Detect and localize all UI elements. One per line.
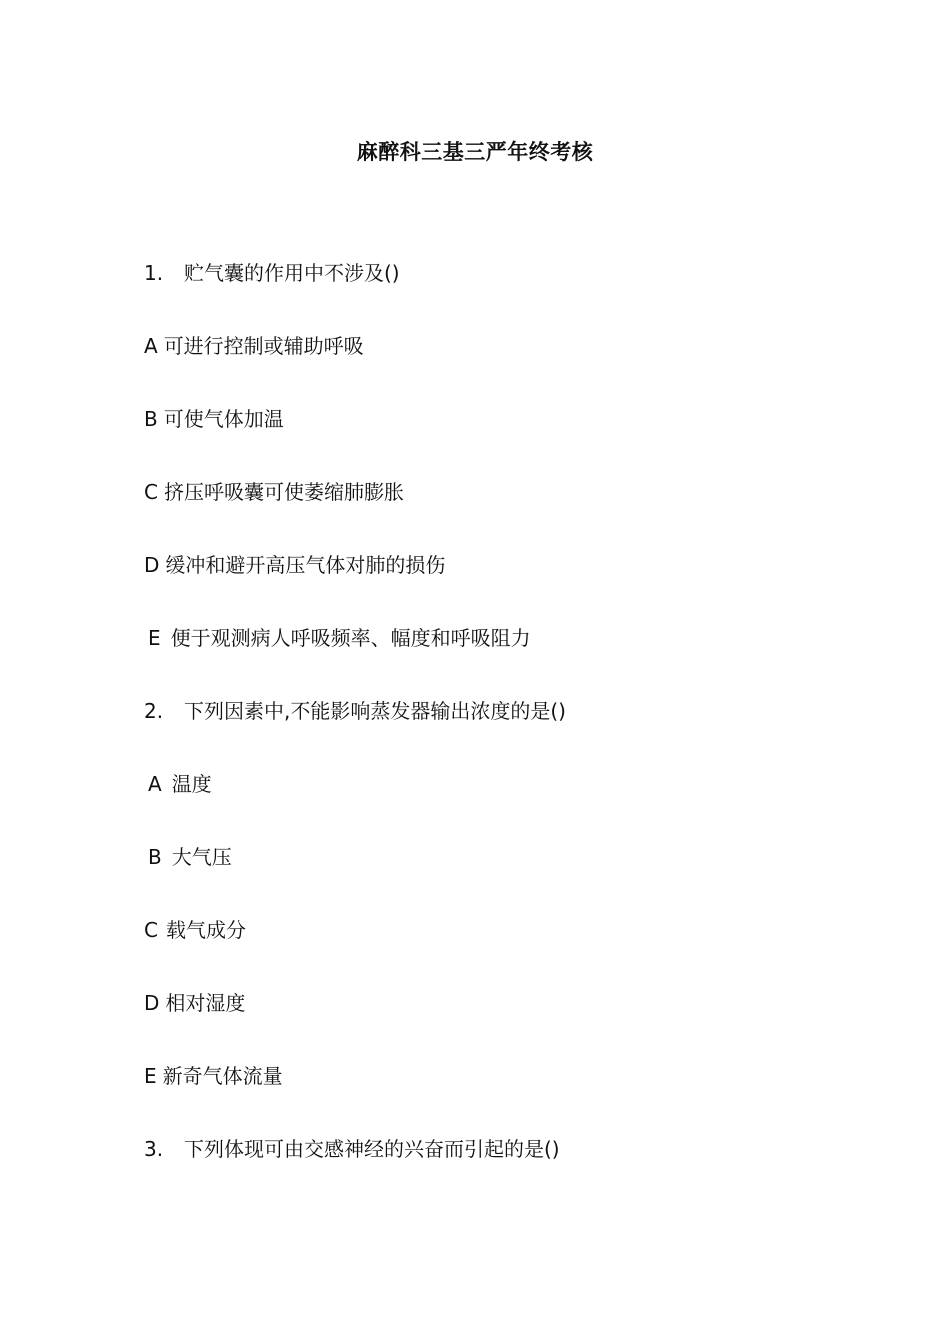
option-text: 大气压 [171, 845, 232, 869]
question-1-option-c [144, 478, 404, 506]
question-2-option-c [144, 916, 246, 944]
question-1-option-e [148, 624, 531, 652]
question-text: 下列体现可由交感神经的兴奋而引起的是() [184, 1137, 560, 1161]
option-text: 载气成分 [165, 918, 246, 942]
option-letter: B [148, 845, 162, 869]
option-text: 挤压呼吸囊可使萎缩肺膨胀 [163, 480, 404, 504]
option-text: 缓冲和避开高压气体对肺的损伤 [165, 553, 446, 577]
question-3 [144, 1135, 560, 1163]
option-text: 新奇气体流量 [162, 1064, 283, 1088]
option-text: 可使气体加温 [163, 407, 284, 431]
option-letter: A [148, 772, 162, 796]
option-letter: D [144, 991, 160, 1015]
question-1 [144, 259, 400, 287]
option-text: 温度 [171, 772, 212, 796]
question-2-option-d [144, 989, 245, 1017]
question-2-option-b [148, 843, 232, 871]
document-title: 麻醉科三基三严年终考核 [356, 140, 594, 164]
option-letter: B [144, 407, 158, 431]
question-number: 2. [144, 699, 164, 723]
question-number: 3. [144, 1137, 164, 1161]
option-text: 便于观测病人呼吸频率、幅度和呼吸阻力 [170, 626, 531, 650]
question-2-option-a [148, 770, 212, 798]
question-2 [144, 697, 566, 725]
option-letter: D [144, 553, 160, 577]
option-text: 可进行控制或辅助呼吸 [163, 334, 364, 358]
option-letter: E [148, 626, 161, 650]
question-1-option-d [144, 551, 445, 579]
question-1-option-b [144, 405, 284, 433]
question-text: 贮气囊的作用中不涉及() [184, 261, 400, 285]
question-2-option-e [144, 1062, 283, 1090]
option-letter: C [144, 480, 158, 504]
option-letter: E [144, 1064, 157, 1088]
question-number: 1. [144, 261, 164, 285]
option-letter: A [144, 334, 158, 358]
question-1-option-a [144, 332, 364, 360]
option-text: 相对湿度 [165, 991, 246, 1015]
question-text: 下列因素中,不能影响蒸发器输出浓度的是() [184, 699, 566, 723]
option-letter: C [144, 918, 158, 942]
